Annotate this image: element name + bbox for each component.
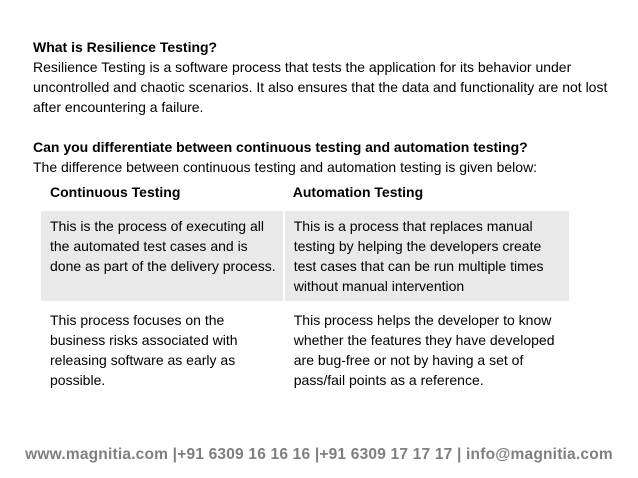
- table-header-row: [41, 178, 569, 211]
- comparison-table: [41, 178, 569, 395]
- answer-continuous-vs-automation: The difference between continuous testing and automation testing is given below:: [33, 159, 538, 175]
- table-cell-continuous: This is the process of executing all the automated test cases and is done as part of the delivery process.: [41, 211, 284, 302]
- main-content: [33, 37, 613, 177]
- question-continuous-vs-automation: Can you differentiate between continuous testing and automation testing?: [33, 139, 528, 155]
- spacer: [33, 117, 613, 137]
- footer-contact: www.magnitia.com |+91 6309 16 16 16 |+91 6309 17 17 17 | info@magnitia.com: [25, 446, 613, 463]
- table-cell-automation: This is a process that replaces manual testing by helping the developers create test cases that can be run multiple times without manual intervention: [284, 211, 569, 302]
- header-continuous-testing: Continuous Testing: [41, 178, 284, 211]
- table-cell-continuous: This process focuses on the business risks associated with releasing software as early as possible.: [41, 302, 284, 395]
- answer-resilience-testing: Resilience Testing is a software process that tests the application for its behavior under uncontrolled and chaotic scenarios. It also ensures that the data and functionality are not lost after encountering a failure.: [33, 59, 608, 115]
- table-row: [41, 211, 569, 302]
- table-row: [41, 302, 569, 395]
- question-resilience-testing: What is Resilience Testing?: [33, 39, 218, 55]
- table-cell-automation: This process helps the developer to know whether the features they have developed are bug-free or not by having a set of pass/fail points as a reference.: [284, 302, 569, 395]
- header-automation-testing: Automation Testing: [284, 178, 569, 211]
